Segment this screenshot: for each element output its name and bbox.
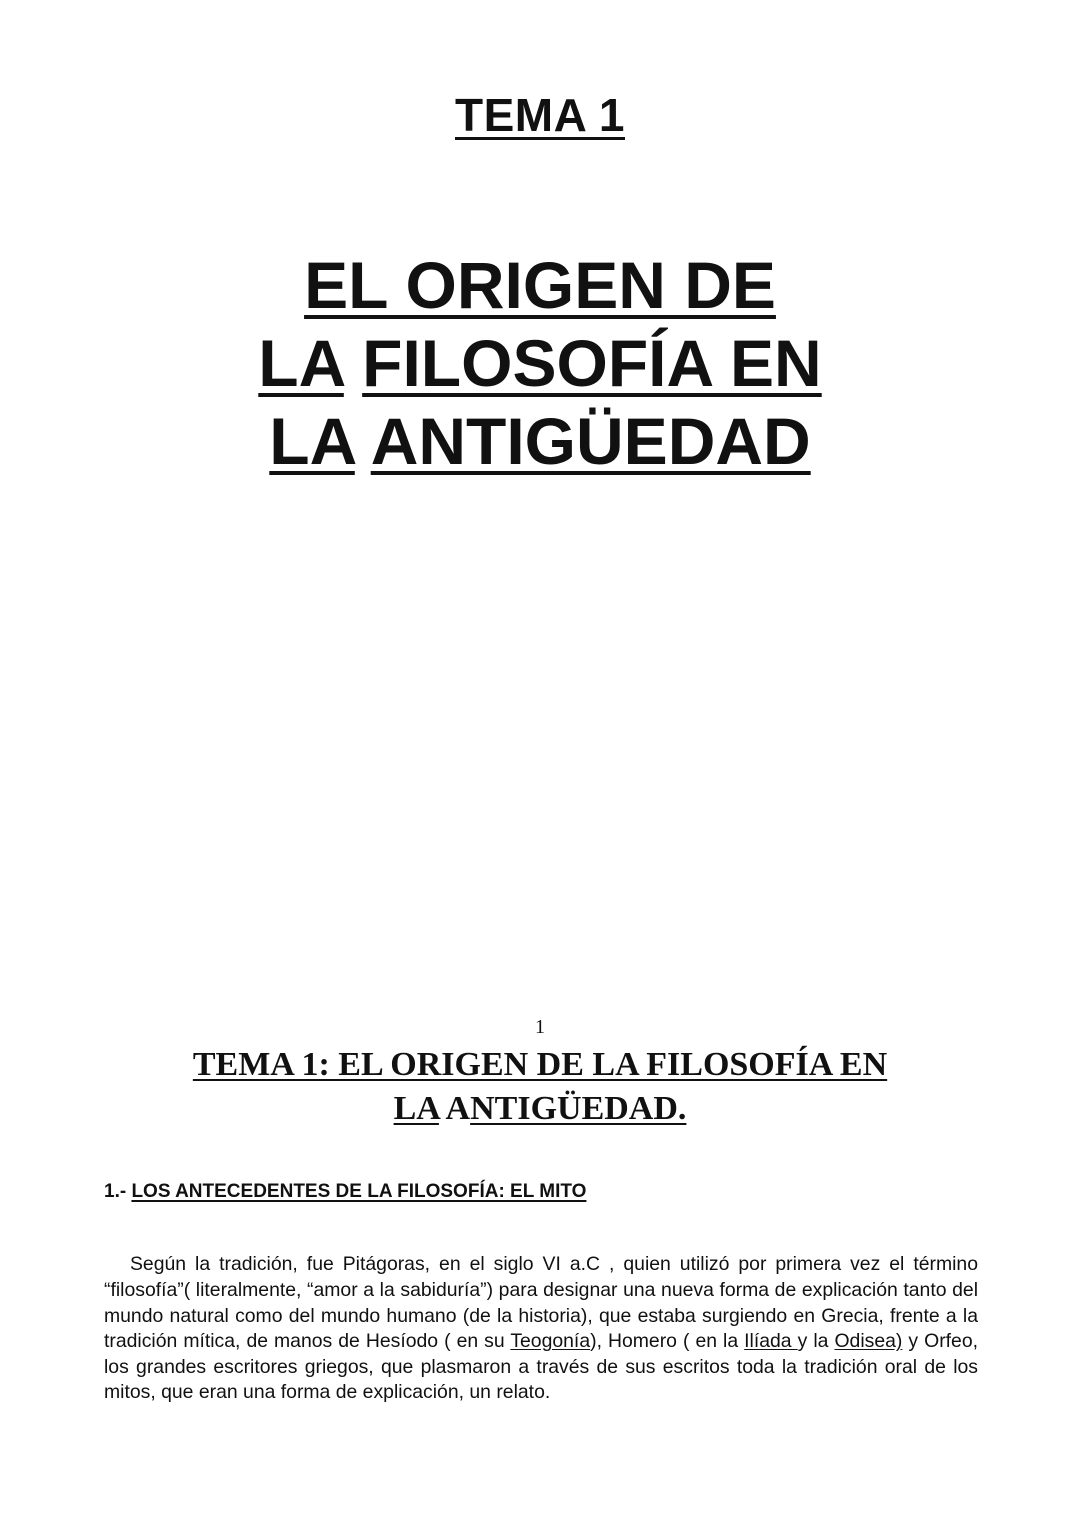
link-teogonia: Teogonía [510,1330,591,1353]
paragraph-part-4: y Orfeo, los grandes escritores griegos, que plasmaron a través de sus escritos toda la tradición oral de los mitos, que eran una forma de explicación, un relato. [104,1330,978,1404]
paragraph-part-3: y la [797,1330,835,1353]
chapter-title-line-2-a: LA [393,1090,439,1127]
cover-title [0,246,1080,480]
chapter-title-line-1 [0,1043,1080,1087]
section-heading [104,1181,586,1203]
cover-title-line-2-b: FILOSOFÍA EN [362,326,822,400]
section-number: 1.- [104,1181,132,1202]
link-iliada: Ilíada [744,1330,798,1353]
cover-title-line-2 [0,324,1080,402]
cover-tema-label: TEMA 1 [455,89,625,141]
chapter-title-line-2 [0,1087,1080,1131]
chapter-title-line-2-b: A [445,1090,471,1127]
chapter-title-line-2-c: NTIGÜEDAD. [470,1090,687,1127]
paragraph-part-2: ), Homero ( en la [590,1330,745,1353]
link-odisea: Odisea) [834,1330,903,1353]
section-title: LOS ANTECEDENTES DE LA FILOSOFÍA: EL MITO [131,1181,587,1202]
chapter-title-line-1-text: TEMA 1: EL ORIGEN DE LA FILOSOFÍA EN [192,1046,888,1083]
cover-title-line-3 [0,402,1080,480]
chapter-title [0,1043,1080,1131]
cover-title-line-1 [0,246,1080,324]
body-paragraph [104,1252,978,1406]
paragraph-part-1: Según la tradición, fue Pitágoras, en el siglo VI a.C , quien utilizó por primera vez el término “filosofía”( literalmente, “amor a la sabiduría”) para designar una nueva forma de explicación tanto del mundo natural como del mundo humano (de la historia), que estaba surgiendo en Grecia, frente a la tradición mítica, de manos de Hesíodo ( en su [104,1253,978,1353]
cover-title-line-3-b: ANTIGÜEDAD [370,404,811,478]
cover-title-line-2-a: LA [258,326,344,400]
page-number: 1 [535,1016,545,1038]
cover-title-line-3-a: LA [269,404,355,478]
cover-title-line-1-text: EL ORIGEN DE [304,248,776,322]
